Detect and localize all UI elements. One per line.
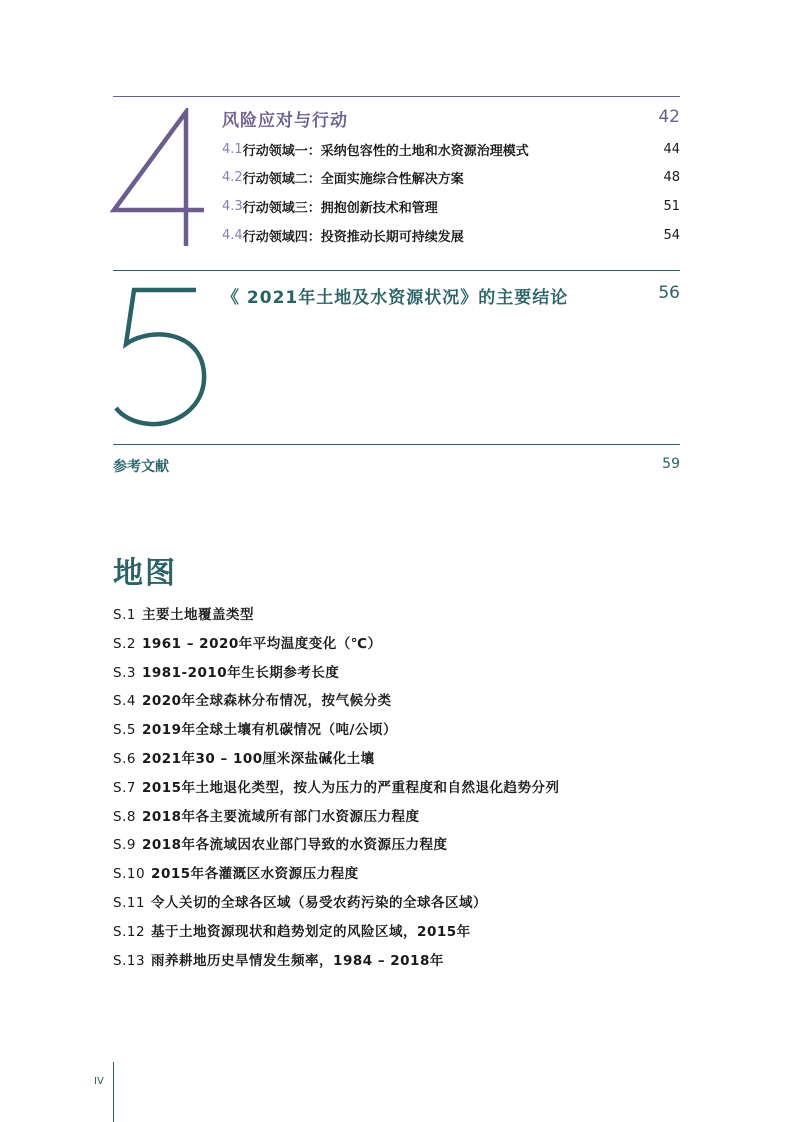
map-title: 主要土地覆盖类型 [141, 607, 254, 623]
references-label: 参考文献 [113, 459, 169, 475]
section-title: 行动领域四：投资推动长期可持续发展 [242, 229, 464, 245]
chapter-4-title[interactable]: 风险应对与行动 [222, 111, 348, 131]
map-title: 1961 – 2020年平均温度变化（℃） [141, 635, 382, 652]
map-title: 2019年全球土壤有机碳情况（吨/公顷） [141, 722, 397, 739]
references-top-rule [113, 444, 680, 445]
section-page: 51 [663, 198, 680, 214]
map-item[interactable] [113, 718, 560, 747]
map-title: 2018年各流域因农业部门导致的水资源压力程度 [141, 837, 448, 854]
map-title: 令人关切的全球各区域（易受农药污染的全球各区域） [151, 894, 488, 911]
map-item[interactable] [113, 805, 560, 834]
section-4-3[interactable] [222, 196, 680, 216]
map-title: 基于土地资源现状和趋势划定的风险区域，2015年 [151, 923, 471, 940]
map-item[interactable] [113, 920, 560, 949]
section-number: 4.4 [222, 227, 243, 243]
chapter-5-title[interactable]: 《 2021年土地及水资源状况》的主要结论 [222, 288, 569, 308]
references-page: 59 [662, 456, 680, 472]
map-code: S.8 [113, 808, 136, 825]
section-title: 行动领域二：全面实施综合性解决方案 [242, 171, 464, 187]
map-code: S.2 [113, 635, 136, 652]
section-4-2[interactable] [222, 167, 680, 187]
map-title: 2021年30 – 100厘米深盐碱化土壤 [141, 750, 375, 767]
chapter-4-big-number [108, 108, 208, 250]
map-item[interactable] [113, 689, 560, 718]
map-item[interactable] [113, 747, 560, 776]
section-number: 4.1 [222, 141, 243, 157]
map-title: 2015年各灌溉区水资源压力程度 [151, 866, 359, 883]
map-item[interactable] [113, 833, 560, 862]
maps-heading: 地图 [113, 556, 177, 591]
page-folio: IV [94, 1076, 104, 1087]
map-title: 1981-2010年生长期参考长度 [141, 664, 340, 681]
map-code: S.5 [113, 722, 136, 739]
section-page: 48 [663, 169, 680, 185]
map-item[interactable] [113, 891, 560, 920]
map-code: S.10 [113, 866, 146, 883]
section-page: 54 [663, 227, 680, 243]
map-item[interactable] [113, 776, 560, 805]
map-title: 雨养耕地历史旱情发生频率，1984 – 2018年 [151, 952, 444, 969]
map-title: 2018年各主要流域所有部门水资源压力程度 [141, 808, 420, 825]
section-4-1[interactable] [222, 139, 680, 159]
section-4-4[interactable] [222, 225, 680, 245]
chapter-4-top-rule [113, 96, 680, 97]
chapter-5-big-number [112, 286, 212, 428]
map-code: S.3 [113, 664, 136, 681]
map-title: 2015年土地退化类型，按人为压力的严重程度和自然退化趋势分列 [141, 779, 560, 796]
maps-list [113, 603, 560, 977]
chapter-5-page: 56 [658, 283, 680, 303]
chapter-5-top-rule [113, 270, 680, 271]
map-code: S.11 [113, 894, 146, 911]
footer-vertical-rule [113, 1062, 114, 1122]
section-title: 行动领域三：拥抱创新技术和管理 [242, 200, 438, 216]
map-code: S.12 [113, 923, 146, 940]
section-number: 4.2 [222, 169, 243, 185]
chapter-4-page: 42 [658, 107, 680, 127]
map-title: 2020年全球森林分布情况，按气候分类 [141, 693, 392, 710]
map-code: S.1 [113, 607, 136, 623]
map-item[interactable] [113, 661, 560, 690]
references-entry[interactable] [113, 456, 680, 476]
map-item[interactable] [113, 862, 560, 891]
map-code: S.9 [113, 837, 136, 854]
map-code: S.13 [113, 952, 146, 969]
map-item[interactable] [113, 632, 560, 661]
map-item[interactable] [113, 603, 560, 632]
section-number: 4.3 [222, 198, 243, 214]
map-code: S.4 [113, 693, 136, 710]
map-item[interactable] [113, 949, 560, 978]
map-code: S.6 [113, 750, 136, 767]
section-title: 行动领域一：采纳包容性的土地和水资源治理模式 [242, 143, 529, 159]
section-page: 44 [663, 141, 680, 157]
map-code: S.7 [113, 779, 136, 796]
